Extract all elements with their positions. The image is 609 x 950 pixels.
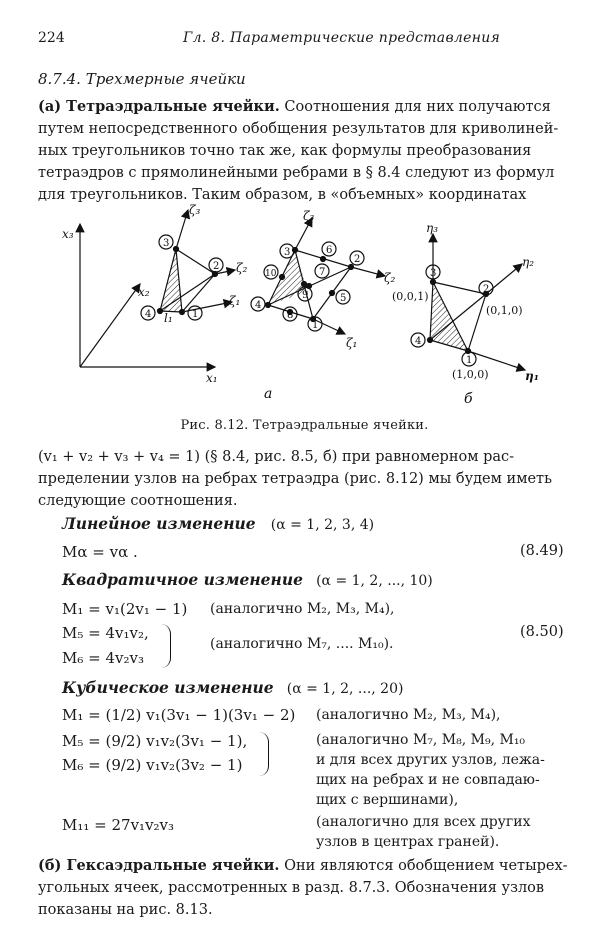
panel-a bbox=[80, 210, 235, 367]
running-head: Гл. 8. Параметрические представления bbox=[183, 30, 501, 46]
node-label: 3 bbox=[163, 238, 170, 249]
label-eta2: η₂ bbox=[522, 255, 534, 269]
label-zeta3-a: ζ₃ bbox=[189, 203, 201, 217]
cubic-heading bbox=[62, 678, 403, 697]
paragraph-lead: (а) Тетраэдральные ячейки. bbox=[38, 98, 280, 115]
text-line: ных треугольников точно так же, как формулы преобразования bbox=[38, 143, 532, 159]
node-label: 7 bbox=[319, 267, 326, 278]
panel-a-label: а bbox=[264, 386, 273, 402]
label-eta3: η₃ bbox=[426, 221, 438, 235]
brace bbox=[160, 624, 171, 668]
node-label: 9 bbox=[302, 290, 309, 301]
label-eta1: η₁ bbox=[525, 369, 539, 383]
node-label: 10 bbox=[265, 269, 277, 279]
node-label: 2 bbox=[213, 261, 220, 272]
node-label: 3 bbox=[430, 268, 437, 279]
figure-8-12 bbox=[40, 202, 570, 412]
paragraph-lead: (б) Гексаэдральные ячейки. bbox=[38, 857, 280, 874]
node-label: 2 bbox=[354, 254, 361, 265]
coord-label: (0,0,1) bbox=[392, 290, 429, 303]
quadratic-heading bbox=[62, 570, 433, 589]
heading-range: (α = 1, 2, ..., 20) bbox=[286, 681, 404, 697]
node-label: 1 bbox=[312, 320, 319, 331]
text-line: следующие соотношения. bbox=[38, 493, 238, 509]
formula-note-block bbox=[316, 812, 576, 852]
text-line: путем непосредственного обобщения результатов для криволиней- bbox=[38, 121, 559, 137]
node-label: 2 bbox=[483, 284, 490, 295]
label-zeta2-a: ζ₂ bbox=[236, 261, 248, 275]
formula-note: (аналогично M₂, M₃, M₄), bbox=[316, 707, 501, 723]
note-line: щих с вершинами), bbox=[316, 792, 459, 808]
formula-note-block bbox=[316, 730, 576, 810]
paragraph-relations bbox=[38, 446, 568, 512]
node-label: 6 bbox=[326, 245, 333, 256]
text-line: Они являются обобщением четырех- bbox=[284, 858, 568, 874]
node-label: 4 bbox=[145, 309, 152, 320]
label-x1: x₁ bbox=[206, 371, 218, 385]
formula: M₅ = 4v₁v₂, bbox=[62, 624, 149, 642]
note-line: узлов в центрах граней). bbox=[316, 834, 500, 850]
formula: M₁ = v₁(2v₁ − 1) bbox=[62, 600, 188, 618]
paragraph-tetrahedral bbox=[38, 96, 568, 206]
node-label: 1 bbox=[192, 309, 199, 320]
text-line: показаны на рис. 8.13. bbox=[38, 902, 213, 918]
label-x2: x₂ bbox=[138, 285, 150, 299]
heading-title: Кубическое изменение bbox=[62, 678, 274, 697]
formula-note: (аналогично M₇, .... M₁₀). bbox=[210, 636, 394, 652]
page-header bbox=[38, 30, 568, 54]
formula: M₆ = 4v₂v₃ bbox=[62, 649, 144, 667]
formula: M₆ = (9/2) v₁v₂(3v₂ − 1) bbox=[62, 756, 243, 774]
heading-range: (α = 1, 2, 3, 4) bbox=[270, 517, 375, 533]
text-line: угольных ячеек, рассмотренных в разд. 8.7.3. Обозначения узлов bbox=[38, 880, 545, 896]
node-label: 3 bbox=[284, 247, 291, 258]
formula: M₁ = (1/2) v₁(3v₁ − 1)(3v₁ − 2) bbox=[62, 706, 296, 724]
label-zeta1-a: ζ₁ bbox=[229, 294, 241, 308]
node-label: 4 bbox=[255, 300, 262, 311]
linear-heading bbox=[62, 514, 374, 533]
label-l1: l₁ bbox=[164, 311, 173, 325]
note-line: и для всех других узлов, лежа- bbox=[316, 752, 545, 768]
paragraph-hexahedral bbox=[38, 855, 568, 921]
coord-label: (0,1,0) bbox=[486, 304, 523, 317]
figure-caption: Рис. 8.12. Тетраэдральные ячейки. bbox=[180, 418, 429, 433]
text-line: пределении узлов на ребрах тетраэдра (рис. 8.12) мы будем иметь bbox=[38, 471, 552, 487]
formula: M₁₁ = 27v₁v₂v₃ bbox=[62, 816, 175, 834]
panel-b-label: б bbox=[464, 391, 473, 407]
label-zeta1-b: ζ₁ bbox=[346, 336, 358, 350]
node-label: 8 bbox=[287, 310, 294, 321]
node-label: 5 bbox=[340, 293, 347, 304]
formula-note: (аналогично M₂, M₃, M₄), bbox=[210, 601, 395, 617]
note-line: (аналогично для всех других bbox=[316, 814, 531, 830]
note-line: (аналогично M₇, M₈, M₉, M₁₀ bbox=[316, 732, 526, 748]
coord-label: (1,0,0) bbox=[452, 368, 489, 381]
brace bbox=[258, 732, 269, 776]
section-title: 8.7.4. Трехмерные ячейки bbox=[38, 70, 246, 88]
formula-8-49: Mα = vα . bbox=[62, 543, 138, 561]
formula: M₅ = (9/2) v₁v₂(3v₁ − 1), bbox=[62, 732, 248, 750]
node-label: 1 bbox=[466, 355, 473, 366]
text-line: (v₁ + v₂ + v₃ + v₄ = 1) (§ 8.4, рис. 8.5, б) при равномерном рас- bbox=[38, 449, 515, 465]
heading-title: Квадратичное изменение bbox=[62, 570, 303, 589]
text-line: Соотношения для них получаются bbox=[284, 99, 551, 115]
text-line: тетраэдров с прямолинейными ребрами в § 8.4 следуют из формул bbox=[38, 165, 555, 181]
heading-range: (α = 1, 2, ..., 10) bbox=[316, 573, 433, 589]
text-line: для треугольников. Таким образом, в «объемных» координатах bbox=[38, 187, 527, 203]
page-number: 224 bbox=[38, 30, 65, 46]
note-line: щих на ребрах и не совпадаю- bbox=[316, 772, 540, 788]
equation-number: (8.50) bbox=[520, 624, 564, 640]
figure-svg bbox=[40, 202, 570, 412]
label-zeta2-b: ζ₂ bbox=[384, 271, 396, 285]
heading-title: Линейное изменение bbox=[62, 514, 256, 533]
label-x3: x₃ bbox=[62, 227, 74, 241]
equation-number: (8.49) bbox=[520, 543, 564, 559]
label-zeta3-b: ζ₃ bbox=[303, 209, 315, 223]
axis-x2 bbox=[80, 284, 140, 367]
node-label: 4 bbox=[415, 336, 422, 347]
